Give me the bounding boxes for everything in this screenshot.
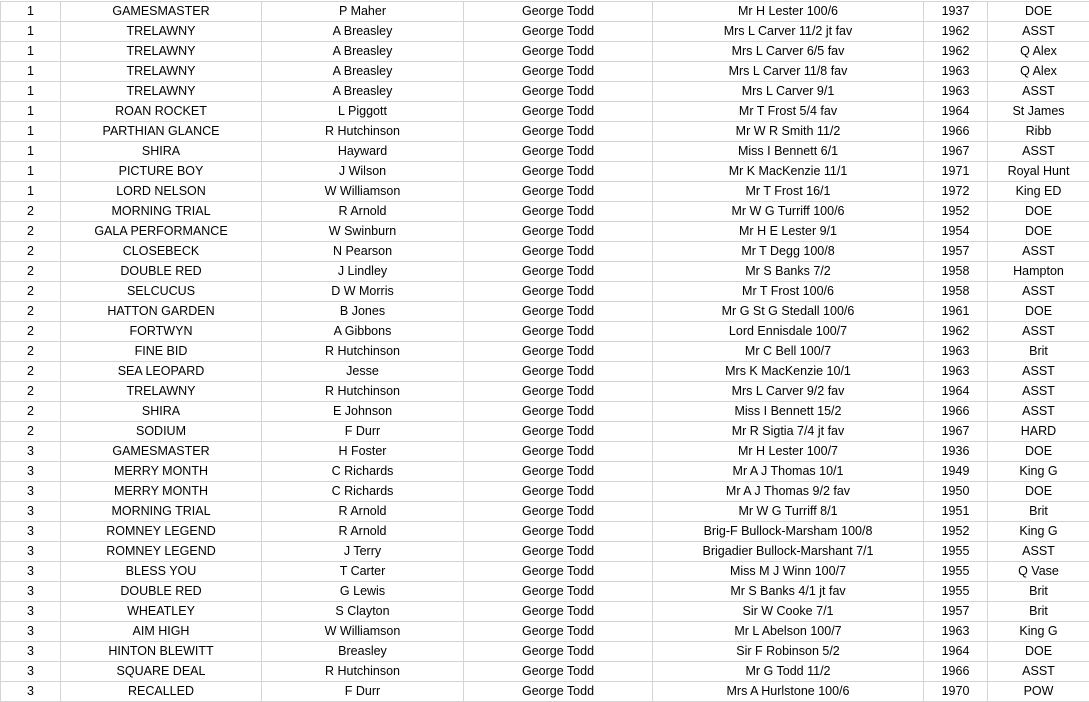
horse-cell[interactable]: SODIUM [61,422,262,442]
trainer-cell[interactable]: George Todd [464,322,653,342]
jockey-cell[interactable]: D W Morris [262,282,464,302]
race-cell[interactable]: ASST [988,382,1089,402]
race-cell[interactable]: ASST [988,362,1089,382]
jockey-cell[interactable]: R Hutchinson [262,382,464,402]
table-row [1,342,1089,362]
horse-cell[interactable]: AIM HIGH [61,622,262,642]
jockey-cell[interactable]: T Carter [262,562,464,582]
jockey-cell[interactable]: A Breasley [262,82,464,102]
owner-odds-cell[interactable]: Mr G St G Stedall 100/6 [653,302,924,322]
trainer-cell[interactable]: George Todd [464,82,653,102]
trainer-cell[interactable]: George Todd [464,482,653,502]
position-cell[interactable]: 3 [1,682,61,702]
year-cell[interactable]: 1962 [924,42,988,62]
position-cell[interactable]: 2 [1,342,61,362]
trainer-cell[interactable]: George Todd [464,442,653,462]
year-cell[interactable]: 1955 [924,542,988,562]
race-cell[interactable]: Q Vase [988,562,1089,582]
position-cell[interactable]: 2 [1,202,61,222]
jockey-cell[interactable]: W Williamson [262,622,464,642]
position-cell[interactable]: 3 [1,622,61,642]
jockey-cell[interactable]: A Gibbons [262,322,464,342]
owner-odds-cell[interactable]: Brigadier Bullock-Marshant 7/1 [653,542,924,562]
owner-odds-cell[interactable]: Mr T Frost 100/6 [653,282,924,302]
jockey-cell[interactable]: S Clayton [262,602,464,622]
trainer-cell[interactable]: George Todd [464,202,653,222]
year-cell[interactable]: 1957 [924,242,988,262]
owner-odds-cell[interactable]: Mrs L Carver 11/2 jt fav [653,22,924,42]
table-row [1,682,1089,702]
position-cell[interactable]: 2 [1,282,61,302]
position-cell[interactable]: 3 [1,562,61,582]
table-row [1,2,1089,22]
spreadsheet-grid [0,1,1089,702]
trainer-cell[interactable]: George Todd [464,302,653,322]
trainer-cell[interactable]: George Todd [464,2,653,22]
trainer-cell[interactable]: George Todd [464,542,653,562]
position-cell[interactable]: 2 [1,362,61,382]
year-cell[interactable]: 1936 [924,442,988,462]
position-cell[interactable]: 3 [1,482,61,502]
trainer-cell[interactable]: George Todd [464,362,653,382]
horse-cell[interactable]: DOUBLE RED [61,262,262,282]
race-cell[interactable]: ASST [988,322,1089,342]
trainer-cell[interactable]: George Todd [464,22,653,42]
trainer-cell[interactable]: George Todd [464,602,653,622]
race-cell[interactable]: King ED [988,182,1089,202]
jockey-cell[interactable]: J Wilson [262,162,464,182]
horse-cell[interactable]: SELCUCUS [61,282,262,302]
jockey-cell[interactable]: F Durr [262,682,464,702]
owner-odds-cell[interactable]: Mr H Lester 100/7 [653,442,924,462]
year-cell[interactable]: 1970 [924,682,988,702]
position-cell[interactable]: 3 [1,502,61,522]
jockey-cell[interactable]: W Williamson [262,182,464,202]
year-cell[interactable]: 1955 [924,582,988,602]
position-cell[interactable]: 1 [1,42,61,62]
table-row [1,622,1089,642]
horse-cell[interactable]: MORNING TRIAL [61,202,262,222]
horse-cell[interactable]: WHEATLEY [61,602,262,622]
table-row [1,242,1089,262]
trainer-cell[interactable]: George Todd [464,562,653,582]
trainer-cell[interactable]: George Todd [464,242,653,262]
race-cell[interactable]: Hampton [988,262,1089,282]
trainer-cell[interactable]: George Todd [464,162,653,182]
year-cell[interactable]: 1962 [924,22,988,42]
trainer-cell[interactable]: George Todd [464,102,653,122]
year-cell[interactable]: 1967 [924,142,988,162]
table-row [1,42,1089,62]
jockey-cell[interactable]: N Pearson [262,242,464,262]
position-cell[interactable]: 3 [1,462,61,482]
race-cell[interactable]: ASST [988,282,1089,302]
trainer-cell[interactable]: George Todd [464,682,653,702]
position-cell[interactable]: 1 [1,82,61,102]
jockey-cell[interactable]: A Breasley [262,22,464,42]
horse-cell[interactable]: CLOSEBECK [61,242,262,262]
position-cell[interactable]: 2 [1,382,61,402]
race-cell[interactable]: ASST [988,82,1089,102]
year-cell[interactable]: 1955 [924,562,988,582]
horse-cell[interactable]: TRELAWNY [61,82,262,102]
horse-cell[interactable]: SHIRA [61,402,262,422]
jockey-cell[interactable]: J Lindley [262,262,464,282]
trainer-cell[interactable]: George Todd [464,622,653,642]
owner-odds-cell[interactable]: Mr T Frost 5/4 fav [653,102,924,122]
table-row [1,162,1089,182]
jockey-cell[interactable]: Jesse [262,362,464,382]
race-cell[interactable]: ASST [988,22,1089,42]
race-cell[interactable]: Brit [988,502,1089,522]
year-cell[interactable]: 1966 [924,402,988,422]
jockey-cell[interactable]: B Jones [262,302,464,322]
owner-odds-cell[interactable]: Mrs L Carver 6/5 fav [653,42,924,62]
year-cell[interactable]: 1951 [924,502,988,522]
year-cell[interactable]: 1950 [924,482,988,502]
owner-odds-cell[interactable]: Mr L Abelson 100/7 [653,622,924,642]
horse-cell[interactable]: ROAN ROCKET [61,102,262,122]
year-cell[interactable]: 1963 [924,342,988,362]
jockey-cell[interactable]: P Maher [262,2,464,22]
owner-odds-cell[interactable]: Mr H E Lester 9/1 [653,222,924,242]
owner-odds-cell[interactable]: Mr K MacKenzie 11/1 [653,162,924,182]
race-cell[interactable]: DOE [988,642,1089,662]
position-cell[interactable]: 3 [1,602,61,622]
trainer-cell[interactable]: George Todd [464,422,653,442]
horse-cell[interactable]: MERRY MONTH [61,482,262,502]
race-cell[interactable]: HARD [988,422,1089,442]
owner-odds-cell[interactable]: Mr H Lester 100/6 [653,2,924,22]
jockey-cell[interactable]: F Durr [262,422,464,442]
horse-cell[interactable]: PARTHIAN GLANCE [61,122,262,142]
race-cell[interactable]: DOE [988,302,1089,322]
jockey-cell[interactable]: R Arnold [262,202,464,222]
year-cell[interactable]: 1966 [924,662,988,682]
owner-odds-cell[interactable]: Mrs K MacKenzie 10/1 [653,362,924,382]
year-cell[interactable]: 1964 [924,642,988,662]
trainer-cell[interactable]: George Todd [464,182,653,202]
year-cell[interactable]: 1971 [924,162,988,182]
race-cell[interactable]: DOE [988,2,1089,22]
trainer-cell[interactable]: George Todd [464,582,653,602]
owner-odds-cell[interactable]: Mr W G Turriff 8/1 [653,502,924,522]
table-row [1,642,1089,662]
horse-cell[interactable]: FORTWYN [61,322,262,342]
horse-cell[interactable]: RECALLED [61,682,262,702]
year-cell[interactable]: 1958 [924,282,988,302]
race-cell[interactable]: King G [988,522,1089,542]
race-cell[interactable]: King G [988,622,1089,642]
trainer-cell[interactable]: George Todd [464,222,653,242]
jockey-cell[interactable]: C Richards [262,482,464,502]
trainer-cell[interactable]: George Todd [464,502,653,522]
table-row [1,462,1089,482]
owner-odds-cell[interactable]: Mrs A Hurlstone 100/6 [653,682,924,702]
horse-cell[interactable]: MORNING TRIAL [61,502,262,522]
table-row [1,542,1089,562]
year-cell[interactable]: 1958 [924,262,988,282]
position-cell[interactable]: 1 [1,122,61,142]
table-row [1,362,1089,382]
position-cell[interactable]: 1 [1,22,61,42]
owner-odds-cell[interactable]: Mr W G Turriff 100/6 [653,202,924,222]
year-cell[interactable]: 1964 [924,382,988,402]
owner-odds-cell[interactable]: Mr T Frost 16/1 [653,182,924,202]
jockey-cell[interactable]: A Breasley [262,42,464,62]
table-row [1,422,1089,442]
owner-odds-cell[interactable]: Sir F Robinson 5/2 [653,642,924,662]
owner-odds-cell[interactable]: Mr W R Smith 11/2 [653,122,924,142]
table-row [1,222,1089,242]
horse-cell[interactable]: GAMESMASTER [61,442,262,462]
jockey-cell[interactable]: Hayward [262,142,464,162]
owner-odds-cell[interactable]: Lord Ennisdale 100/7 [653,322,924,342]
table-row [1,582,1089,602]
trainer-cell[interactable]: George Todd [464,342,653,362]
owner-odds-cell[interactable]: Mr G Todd 11/2 [653,662,924,682]
position-cell[interactable]: 1 [1,102,61,122]
race-cell[interactable]: Brit [988,582,1089,602]
race-cell[interactable]: DOE [988,222,1089,242]
table-row [1,22,1089,42]
horse-cell[interactable]: FINE BID [61,342,262,362]
horse-cell[interactable]: LORD NELSON [61,182,262,202]
year-cell[interactable]: 1952 [924,202,988,222]
trainer-cell[interactable]: George Todd [464,42,653,62]
position-cell[interactable]: 2 [1,302,61,322]
race-cell[interactable]: King G [988,462,1089,482]
table-row [1,602,1089,622]
year-cell[interactable]: 1967 [924,422,988,442]
horse-cell[interactable]: TRELAWNY [61,62,262,82]
race-cell[interactable]: Brit [988,342,1089,362]
year-cell[interactable]: 1963 [924,362,988,382]
trainer-cell[interactable]: George Todd [464,462,653,482]
position-cell[interactable]: 2 [1,242,61,262]
owner-odds-cell[interactable]: Miss M J Winn 100/7 [653,562,924,582]
jockey-cell[interactable]: H Foster [262,442,464,462]
jockey-cell[interactable]: C Richards [262,462,464,482]
table-row [1,82,1089,102]
trainer-cell[interactable]: George Todd [464,262,653,282]
horse-cell[interactable]: TRELAWNY [61,42,262,62]
horse-cell[interactable]: HINTON BLEWITT [61,642,262,662]
race-cell[interactable]: ASST [988,662,1089,682]
horse-cell[interactable]: GALA PERFORMANCE [61,222,262,242]
horse-cell[interactable]: MERRY MONTH [61,462,262,482]
owner-odds-cell[interactable]: Mr S Banks 7/2 [653,262,924,282]
horse-cell[interactable]: SQUARE DEAL [61,662,262,682]
table-row [1,402,1089,422]
position-cell[interactable]: 2 [1,222,61,242]
position-cell[interactable]: 2 [1,322,61,342]
jockey-cell[interactable]: R Arnold [262,502,464,522]
position-cell[interactable]: 2 [1,422,61,442]
table-row [1,102,1089,122]
horse-cell[interactable]: SHIRA [61,142,262,162]
trainer-cell[interactable]: George Todd [464,282,653,302]
owner-odds-cell[interactable]: Mr S Banks 4/1 jt fav [653,582,924,602]
horse-cell[interactable]: SEA LEOPARD [61,362,262,382]
year-cell[interactable]: 1961 [924,302,988,322]
trainer-cell[interactable]: George Todd [464,522,653,542]
year-cell[interactable]: 1963 [924,62,988,82]
owner-odds-cell[interactable]: Mr T Degg 100/8 [653,242,924,262]
owner-odds-cell[interactable]: Mr A J Thomas 10/1 [653,462,924,482]
horse-cell[interactable]: TRELAWNY [61,22,262,42]
horse-cell[interactable]: PICTURE BOY [61,162,262,182]
owner-odds-cell[interactable]: Mrs L Carver 9/1 [653,82,924,102]
jockey-cell[interactable]: E Johnson [262,402,464,422]
table-row [1,282,1089,302]
table-row [1,662,1089,682]
horse-cell[interactable]: HATTON GARDEN [61,302,262,322]
year-cell[interactable]: 1972 [924,182,988,202]
owner-odds-cell[interactable]: Mr C Bell 100/7 [653,342,924,362]
year-cell[interactable]: 1952 [924,522,988,542]
table-row [1,142,1089,162]
position-cell[interactable]: 1 [1,182,61,202]
race-cell[interactable]: DOE [988,442,1089,462]
table-row [1,482,1089,502]
horse-cell[interactable]: ROMNEY LEGEND [61,522,262,542]
owner-odds-cell[interactable]: Miss I Bennett 15/2 [653,402,924,422]
race-cell[interactable]: ASST [988,402,1089,422]
owner-odds-cell[interactable]: Mrs L Carver 11/8 fav [653,62,924,82]
position-cell[interactable]: 3 [1,582,61,602]
position-cell[interactable]: 3 [1,442,61,462]
table-row [1,442,1089,462]
jockey-cell[interactable]: R Arnold [262,522,464,542]
owner-odds-cell[interactable]: Mrs L Carver 9/2 fav [653,382,924,402]
race-cell[interactable]: Q Alex [988,42,1089,62]
horse-cell[interactable]: DOUBLE RED [61,582,262,602]
year-cell[interactable]: 1963 [924,82,988,102]
table-row [1,122,1089,142]
race-cell[interactable]: ASST [988,542,1089,562]
position-cell[interactable]: 1 [1,142,61,162]
jockey-cell[interactable]: Breasley [262,642,464,662]
race-cell[interactable]: ASST [988,242,1089,262]
race-cell[interactable]: Ribb [988,122,1089,142]
race-cell[interactable]: Royal Hunt [988,162,1089,182]
position-cell[interactable]: 2 [1,262,61,282]
table-row [1,522,1089,542]
jockey-cell[interactable]: J Terry [262,542,464,562]
owner-odds-cell[interactable]: Miss I Bennett 6/1 [653,142,924,162]
owner-odds-cell[interactable]: Brig-F Bullock-Marsham 100/8 [653,522,924,542]
race-cell[interactable]: DOE [988,202,1089,222]
trainer-cell[interactable]: George Todd [464,142,653,162]
year-cell[interactable]: 1954 [924,222,988,242]
horse-cell[interactable]: GAMESMASTER [61,2,262,22]
trainer-cell[interactable]: George Todd [464,642,653,662]
position-cell[interactable]: 1 [1,162,61,182]
trainer-cell[interactable]: George Todd [464,402,653,422]
position-cell[interactable]: 1 [1,62,61,82]
spreadsheet-body [1,2,1089,702]
owner-odds-cell[interactable]: Mr R Sigtia 7/4 jt fav [653,422,924,442]
owner-odds-cell[interactable]: Mr A J Thomas 9/2 fav [653,482,924,502]
position-cell[interactable]: 3 [1,662,61,682]
year-cell[interactable]: 1962 [924,322,988,342]
table-row [1,562,1089,582]
table-row [1,262,1089,282]
horse-cell[interactable]: BLESS YOU [61,562,262,582]
race-cell[interactable]: ASST [988,142,1089,162]
position-cell[interactable]: 3 [1,522,61,542]
table-row [1,302,1089,322]
race-cell[interactable]: Q Alex [988,62,1089,82]
table-row [1,322,1089,342]
year-cell[interactable]: 1957 [924,602,988,622]
year-cell[interactable]: 1966 [924,122,988,142]
position-cell[interactable]: 3 [1,642,61,662]
jockey-cell[interactable]: A Breasley [262,62,464,82]
position-cell[interactable]: 1 [1,2,61,22]
trainer-cell[interactable]: George Todd [464,382,653,402]
year-cell[interactable]: 1937 [924,2,988,22]
table-row [1,62,1089,82]
horse-cell[interactable]: ROMNEY LEGEND [61,542,262,562]
jockey-cell[interactable]: R Hutchinson [262,122,464,142]
year-cell[interactable]: 1963 [924,622,988,642]
jockey-cell[interactable]: L Piggott [262,102,464,122]
table-row [1,502,1089,522]
trainer-cell[interactable]: George Todd [464,62,653,82]
race-cell[interactable]: DOE [988,482,1089,502]
table-row [1,202,1089,222]
year-cell[interactable]: 1964 [924,102,988,122]
trainer-cell[interactable]: George Todd [464,122,653,142]
table-row [1,182,1089,202]
owner-odds-cell[interactable]: Sir W Cooke 7/1 [653,602,924,622]
jockey-cell[interactable]: R Hutchinson [262,662,464,682]
horse-cell[interactable]: TRELAWNY [61,382,262,402]
jockey-cell[interactable]: G Lewis [262,582,464,602]
jockey-cell[interactable]: R Hutchinson [262,342,464,362]
position-cell[interactable]: 3 [1,542,61,562]
table-row [1,382,1089,402]
race-cell[interactable]: Brit [988,602,1089,622]
jockey-cell[interactable]: W Swinburn [262,222,464,242]
position-cell[interactable]: 2 [1,402,61,422]
race-cell[interactable]: St James [988,102,1089,122]
year-cell[interactable]: 1949 [924,462,988,482]
race-cell[interactable]: POW [988,682,1089,702]
trainer-cell[interactable]: George Todd [464,662,653,682]
